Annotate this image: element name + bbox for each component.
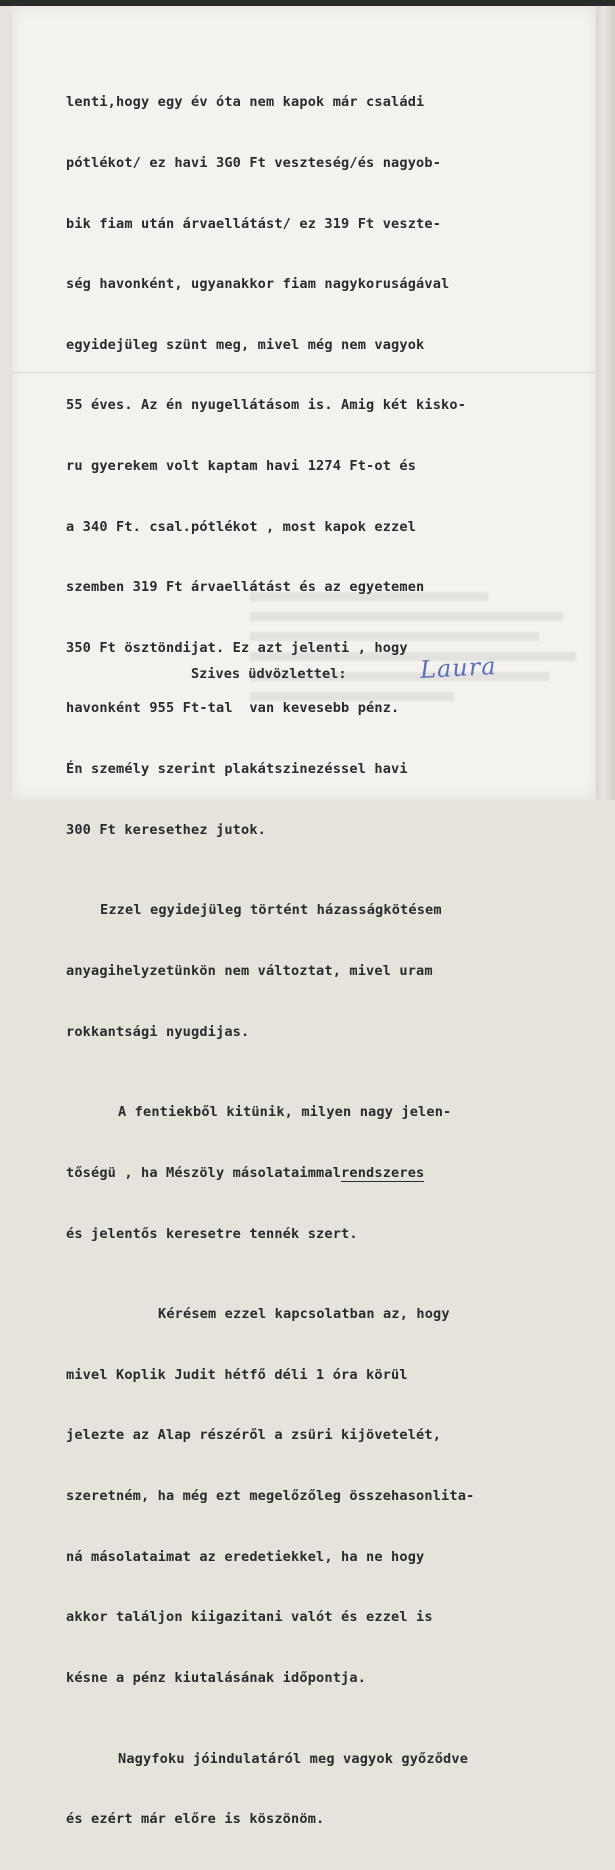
body-line: és jelentős keresetre tennék szert. [66,1225,358,1242]
body-line: akkor találjon kiigazitani valót és ezzel is [66,1609,433,1626]
body-line-with-underline [66,1163,586,1183]
letter-body [66,52,586,1870]
body-line: és ezért már előre is köszönöm. [66,1811,325,1828]
body-line: 350 Ft ösztöndijat. Ez azt jelenti , hogy [66,639,408,656]
body-line: Ezzel egyidejüleg történt házasságkötésem [100,902,442,919]
handwritten-signature: Laura [419,652,498,684]
body-line: ru gyerekem volt kaptam havi 1274 Ft-ot és [66,457,417,474]
body-line: anyagihelyzetünkön nem változtat, mivel uram [66,962,433,979]
body-line: szemben 319 Ft árvaellátást és az egyetemen [66,579,425,596]
body-line: rokkantsági nyugdijas. [66,1023,250,1040]
body-line: bik fiam után árvaellátást/ ez 319 Ft veszte- [66,215,442,232]
body-line: ség havonként, ugyanakkor fiam nagykoruságával [66,276,450,293]
body-line: havonként 955 Ft-tal van kevesebb pénz. [66,700,400,717]
underlined-word: rendszeres [341,1164,425,1181]
body-line: A fentiekből kitünik, milyen nagy jelen- [118,1104,452,1121]
body-line: 300 Ft keresethez jutok. [66,821,267,838]
body-line: Nagyfoku jóindulatáról meg vagyok győződve [118,1750,469,1767]
body-line: pótlékot/ ez havi 3G0 Ft veszteség/és nagyob- [66,155,442,171]
body-line: késne a pénz kiutalásának időpontja. [66,1669,367,1686]
body-line: szeretném, ha még ezt megelőzőleg összehasonlita- [66,1488,475,1505]
body-line: Kérésem ezzel kapcsolatban az, hogy [158,1306,450,1323]
body-line: Én személy szerint plakátszinezéssel havi [66,760,408,777]
body-line: jelezte az Alap részéről a zsüri kijövetelét, [66,1427,442,1444]
body-line-start: tőségü , ha Mészöly másolataimmal [66,1164,342,1181]
body-line: mivel Koplik Judit hétfő déli 1 óra körül [66,1366,408,1383]
paper-right-edge [596,6,615,800]
body-line: 55 éves. Az én nyugellátásom is. Amig két kisko- [66,397,467,414]
body-line: lenti,hogy egy év óta nem kapok már családi [66,94,425,111]
closing-salutation: Szives üdvözlettel: [191,666,347,682]
body-line: egyidejüleg szünt meg, mivel még nem vagyok [66,336,425,353]
body-line: a 340 Ft. csal.pótlékot , most kapok ezzel [66,518,417,535]
body-line: ná másolataimat az eredetiekkel, ha ne hogy [66,1548,425,1565]
